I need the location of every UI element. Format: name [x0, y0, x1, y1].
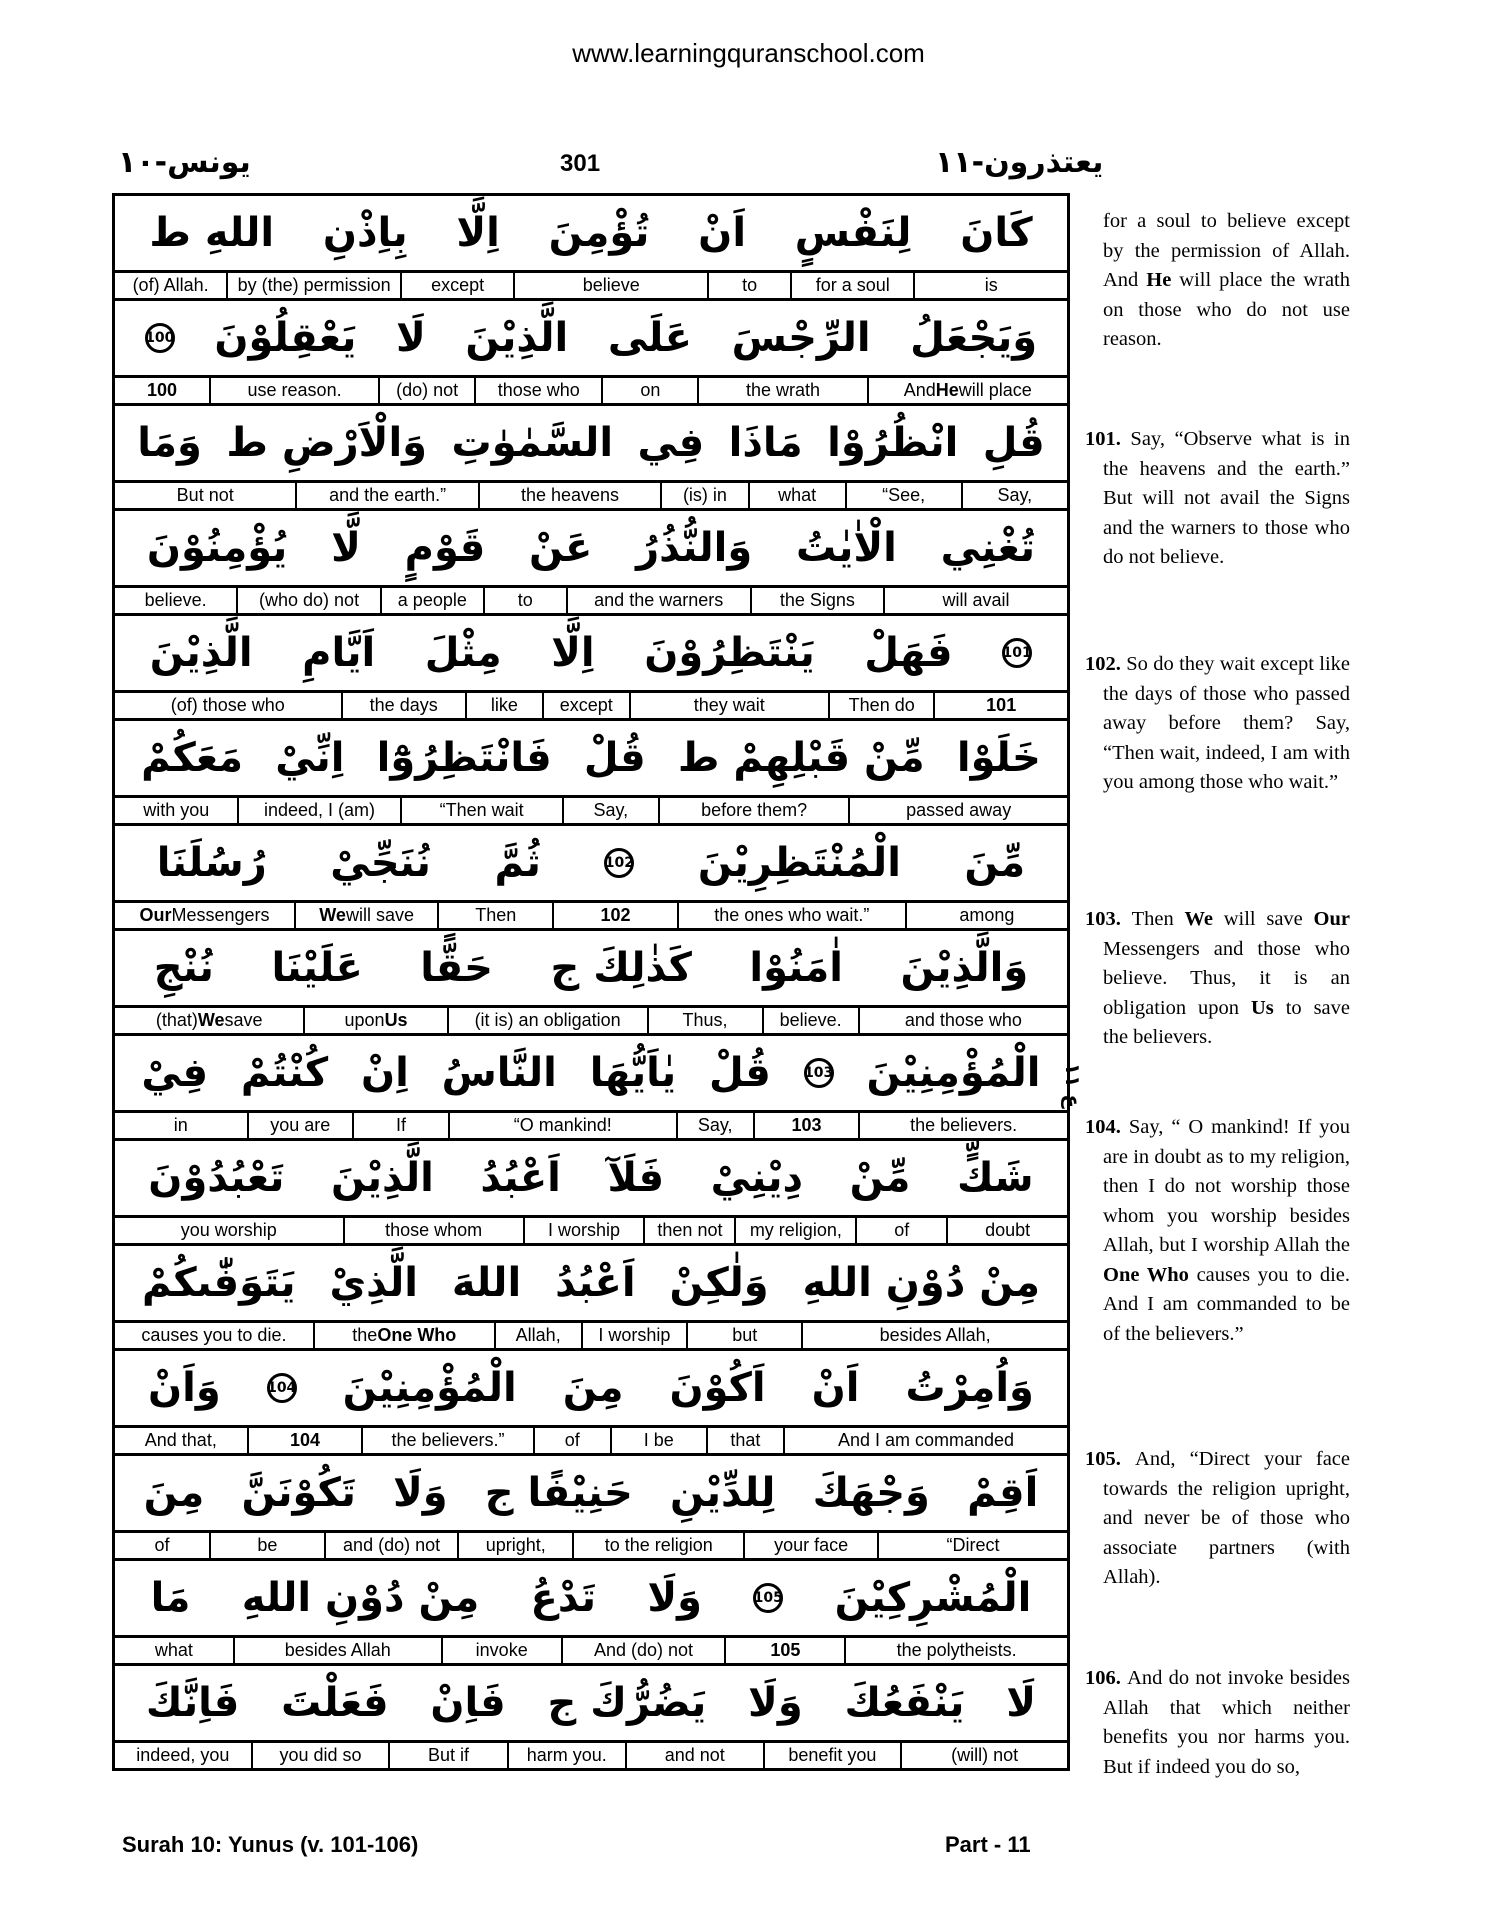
verse-row	[115, 1561, 1067, 1666]
arabic-word: فَاِنْ	[430, 1680, 506, 1726]
arabic-word: تُؤْمِنَ	[548, 210, 650, 256]
gloss-verse-number: 104	[249, 1428, 364, 1453]
translation-text: So do they wait except like the days of those who passed away before them? Say, “Then wait, indeed, I am with you among those who wait.”	[1103, 653, 1350, 793]
gloss-cell: to the religion	[574, 1533, 745, 1558]
gloss-cell: the days	[343, 693, 467, 718]
translation-paragraph	[1085, 1664, 1350, 1782]
gloss-cell: Thus,	[649, 1008, 764, 1033]
arabic-word: نُنْجِ	[153, 945, 214, 991]
gloss-cell: And that,	[115, 1428, 249, 1453]
gloss-cell: “Direct	[946, 1535, 1000, 1555]
gloss-cell: of	[115, 1533, 211, 1558]
arabic-word: عَلَيْنَا	[271, 945, 363, 991]
gloss-line	[115, 1533, 1067, 1561]
arabic-word: فِيْ	[141, 1050, 209, 1096]
arabic-word: نُنَجِّيْ	[330, 840, 431, 886]
arabic-word: يَنْفَعُكَ	[844, 1680, 965, 1726]
gloss-cell: (it is) an obligation	[449, 1008, 649, 1033]
gloss-line	[115, 903, 1067, 931]
gloss-cell: for a soul	[792, 273, 915, 298]
gloss-cell: of	[535, 1428, 612, 1453]
verse-row	[115, 1036, 1067, 1141]
arabic-word: مِثْلَ	[424, 630, 502, 676]
verse-row	[115, 616, 1067, 721]
arabic-word: الَّذِيْنَ	[330, 1155, 434, 1201]
gloss-verse-number: 103	[755, 1113, 860, 1138]
gloss-cell: believe.	[115, 588, 238, 613]
verse-row	[115, 826, 1067, 931]
arabic-word: السَّمٰوٰتِ	[451, 420, 614, 466]
verse-row	[115, 1456, 1067, 1561]
gloss-cell: but	[688, 1323, 803, 1348]
verse-row	[115, 1351, 1067, 1456]
gloss-cell: harm you.	[509, 1743, 627, 1768]
verse-row	[115, 196, 1067, 301]
gloss-line	[115, 798, 1067, 826]
arabic-word: كَانَ	[960, 210, 1033, 256]
arabic-word: وَاَنْ	[147, 1365, 221, 1411]
arabic-word: الرِّجْسَ	[731, 315, 871, 361]
arabic-line	[115, 406, 1067, 483]
arabic-line	[115, 826, 1067, 903]
gloss-cell: (will) not	[951, 1745, 1019, 1765]
arabic-word: شَكٍّ	[957, 1155, 1034, 1201]
gloss-cell: Then	[439, 903, 554, 928]
arabic-word: مِّنَ	[964, 840, 1026, 886]
arabic-word: مَا	[150, 1575, 191, 1621]
arabic-word: اَنْ	[811, 1365, 860, 1411]
arabic-word: قُلْ	[708, 1050, 771, 1096]
arabic-word: وَيَجْعَلُ	[910, 315, 1038, 361]
gloss-cell: and those who	[904, 1010, 1022, 1030]
gloss-cell: besides Allah,	[879, 1325, 991, 1345]
gloss-cell: except	[402, 273, 515, 298]
ayah-number-marker: 102	[604, 848, 634, 878]
gloss-cell: before them?	[660, 798, 850, 823]
gloss-cell: I worship	[525, 1218, 646, 1243]
gloss-cell: invoke	[443, 1638, 563, 1663]
gloss-line	[115, 1743, 1067, 1768]
gloss-verse-number: 102	[554, 903, 678, 928]
gloss-cell: by (the) permission	[228, 273, 402, 298]
gloss-cell: a people	[382, 588, 485, 613]
arabic-word: الَّذِيْنَ	[465, 315, 569, 361]
gloss-cell: And He will place	[903, 380, 1032, 400]
arabic-line	[115, 1036, 1067, 1113]
ayah-number-marker: 103	[804, 1058, 834, 1088]
word-by-word-table	[112, 193, 1070, 1771]
arabic-word: يَضُرُّكَ ج	[547, 1680, 707, 1726]
gloss-cell: causes you to die.	[115, 1323, 315, 1348]
ayah-number-marker: 105	[753, 1583, 783, 1613]
gloss-cell: to	[709, 273, 792, 298]
arabic-word: وَلَا	[647, 1575, 702, 1621]
translation-text: Then We will save Our Messengers and those who believe. Thus, it is an obligation upon Us to save the believers.	[1103, 908, 1350, 1048]
arabic-word: فَاِنَّكَ	[145, 1680, 240, 1726]
arabic-word: عَنْ	[529, 525, 593, 571]
gloss-cell: and the earth.”	[297, 483, 479, 508]
verse-row	[115, 721, 1067, 826]
gloss-cell: Our Messengers	[115, 903, 296, 928]
gloss-cell: and (do) not	[326, 1533, 460, 1558]
gloss-cell: be	[211, 1533, 326, 1558]
gloss-line	[115, 693, 1067, 721]
gloss-cell: the ones who wait.”	[679, 903, 907, 928]
gloss-cell: the believers.”	[363, 1428, 534, 1453]
arabic-word: رُسُلَنَا	[156, 840, 267, 886]
gloss-cell: upright,	[459, 1533, 574, 1558]
gloss-cell: But if	[390, 1743, 508, 1768]
arabic-word: اَعْبُدُ	[480, 1155, 561, 1201]
gloss-cell: (do) not	[380, 378, 476, 403]
arabic-word: بِاِذْنِ	[322, 210, 408, 256]
arabic-word: مِنَ	[143, 1470, 205, 1516]
gloss-cell: on	[603, 378, 699, 403]
translation-text: Say, “ O mankind! If you are in doubt as to my religion, then I do not worship those whom you worship besides Allah, but I worship Allah the One Who causes you to die. And I am commanded to be of the believers.”	[1103, 1116, 1350, 1345]
arabic-line	[115, 1351, 1067, 1428]
gloss-cell: you worship	[115, 1218, 345, 1243]
gloss-cell: my religion,	[736, 1218, 857, 1243]
gloss-verse-number: 101	[986, 695, 1017, 715]
arabic-word: اَعْبُدُ	[555, 1260, 636, 1306]
gloss-line	[115, 273, 1067, 301]
gloss-cell: the polytheists.	[896, 1640, 1017, 1660]
juz-header: يعتذرون-١١	[935, 145, 1104, 180]
arabic-word: حَقًّا	[420, 945, 493, 991]
verse-row	[115, 931, 1067, 1036]
gloss-cell: the Signs	[752, 588, 885, 613]
arabic-word: اَنْ	[698, 210, 747, 256]
arabic-word: الْمُنْتَظِرِيْنَ	[697, 840, 901, 886]
gloss-line	[115, 483, 1067, 511]
verse-number: 104.	[1085, 1116, 1129, 1138]
arabic-word: تُغْنِي	[940, 525, 1036, 571]
ayah-number-marker: 100	[145, 323, 175, 353]
arabic-word: لِنَفْسٍ	[794, 210, 912, 256]
translation-paragraph	[1085, 905, 1350, 1053]
website-url: www.learningquranschool.com	[572, 38, 925, 68]
gloss-cell: among	[959, 905, 1015, 925]
gloss-cell: of	[857, 1218, 948, 1243]
translation-paragraph	[1085, 1445, 1350, 1593]
arabic-word: فَعَلْتَ	[281, 1680, 389, 1726]
gloss-line	[115, 1008, 1067, 1036]
gloss-cell: like	[467, 693, 544, 718]
arabic-word: تَدْعُ	[530, 1575, 596, 1621]
gloss-cell: and the warners	[568, 588, 752, 613]
verse-number: 101.	[1085, 428, 1131, 450]
gloss-cell: the heavens	[480, 483, 662, 508]
gloss-cell: those who	[476, 378, 603, 403]
translation-paragraph	[1085, 650, 1350, 798]
arabic-word: اللهَ	[451, 1260, 522, 1306]
gloss-line	[115, 1323, 1067, 1351]
verse-row	[115, 406, 1067, 511]
gloss-cell: what	[115, 1638, 235, 1663]
gloss-cell: indeed, you	[115, 1743, 253, 1768]
gloss-cell: If	[354, 1113, 450, 1138]
gloss-cell: And I am commanded	[837, 1430, 1015, 1450]
gloss-cell: besides Allah	[235, 1638, 443, 1663]
verse-number: 105.	[1085, 1448, 1136, 1470]
gloss-cell: with you	[115, 798, 239, 823]
translation-text: Say, “Observe what is in the heavens and the earth.” But will not avail the Signs and the warners to those who do not believe.	[1103, 428, 1351, 568]
arabic-word: فَانْتَظِرُوْٓا	[376, 735, 552, 781]
arabic-word: اَقِمْ	[967, 1470, 1039, 1516]
arabic-word: حَنِيْفًا ج	[484, 1470, 633, 1516]
verse-row	[115, 1666, 1067, 1768]
verse-row	[115, 1246, 1067, 1351]
gloss-cell: the wrath	[699, 378, 868, 403]
verse-row	[115, 511, 1067, 616]
arabic-word: عَلَى	[607, 315, 692, 361]
verse-number: 103.	[1085, 908, 1132, 930]
gloss-line	[115, 1113, 1067, 1141]
gloss-cell: upon Us	[305, 1008, 448, 1033]
gloss-cell: use reason.	[211, 378, 380, 403]
gloss-cell: (of) Allah.	[115, 273, 228, 298]
gloss-cell: believe	[515, 273, 709, 298]
arabic-line	[115, 511, 1067, 588]
arabic-word: انْظُرُوْا	[827, 420, 959, 466]
arabic-word: لِلدِّيْنِ	[669, 1470, 776, 1516]
arabic-word: الَّذِيْ	[329, 1260, 418, 1306]
arabic-word: مِّنْ قَبْلِهِمْ ط	[677, 735, 925, 781]
arabic-word: اِلَّا	[551, 630, 595, 676]
gloss-cell: except	[544, 693, 631, 718]
gloss-cell: (who do) not	[238, 588, 382, 613]
arabic-word: فَلَآ	[607, 1155, 665, 1201]
gloss-cell: is	[984, 275, 998, 295]
gloss-cell: what	[750, 483, 847, 508]
arabic-word: فِي	[637, 420, 705, 466]
verse-number: 106.	[1085, 1667, 1128, 1689]
arabic-word: اَكُوْنَ	[669, 1365, 766, 1411]
arabic-line	[115, 1456, 1067, 1533]
arabic-word: يَعْقِلُوْنَ	[214, 315, 357, 361]
arabic-word: مِنْ دُوْنِ اللهِ	[241, 1575, 480, 1621]
arabic-line	[115, 1246, 1067, 1323]
arabic-word: يَنْتَظِرُوْنَ	[644, 630, 815, 676]
translation-paragraph	[1085, 425, 1350, 573]
gloss-cell: “Then wait	[402, 798, 564, 823]
arabic-word: اِنْ	[360, 1050, 409, 1096]
surah-header: يونس-١٠	[118, 145, 251, 180]
gloss-cell: (that) We save	[115, 1008, 305, 1033]
ruku-marker: ع ١١	[1061, 1063, 1085, 1109]
gloss-cell: (is) in	[662, 483, 749, 508]
gloss-cell: Say,	[564, 798, 660, 823]
arabic-word: قَوْمٍ	[404, 525, 486, 571]
arabic-word: لَا	[1006, 1680, 1037, 1726]
arabic-word: اللهِ ط	[149, 210, 275, 256]
arabic-word: وَاُمِرْتُ	[905, 1365, 1034, 1411]
arabic-word: وَالنُّذُرُ	[636, 525, 753, 571]
arabic-word: اٰمَنُوْا	[749, 945, 843, 991]
gloss-cell: benefit you	[765, 1743, 903, 1768]
footer-surah: Surah 10: Yunus (v. 101-106)	[122, 1832, 419, 1857]
arabic-word: النَّاسُ	[441, 1050, 557, 1096]
translation-paragraph	[1085, 207, 1350, 355]
arabic-word: مِّنْ	[849, 1155, 911, 1201]
ayah-number-marker: 101	[1002, 638, 1032, 668]
gloss-verse-number: 105	[726, 1638, 846, 1663]
page-number: 301	[560, 150, 601, 177]
gloss-cell: the believers.	[910, 1115, 1018, 1135]
gloss-cell: to	[485, 588, 568, 613]
translation-text: And do not invoke besides Allah that which neither benefits you nor harms you. But if indeed you do so,	[1103, 1667, 1350, 1778]
gloss-verse-number: 100	[115, 378, 211, 403]
gloss-line	[115, 378, 1067, 406]
gloss-cell: (of) those who	[115, 693, 343, 718]
gloss-cell: and not	[627, 1743, 765, 1768]
arabic-line	[115, 1561, 1067, 1638]
gloss-cell: I worship	[583, 1323, 689, 1348]
arabic-word: وَلَا	[392, 1470, 448, 1516]
arabic-word: اَيَّامِ	[302, 630, 376, 676]
gloss-cell: will avail	[942, 590, 1010, 610]
ayah-number-marker: 104	[267, 1373, 297, 1403]
arabic-word: اِلَّا	[456, 210, 500, 256]
gloss-cell: your face	[745, 1533, 879, 1558]
gloss-cell: then not	[645, 1218, 736, 1243]
arabic-word: كَذٰلِكَ ج	[550, 945, 692, 991]
arabic-word: الْمُؤْمِنِيْنَ	[342, 1365, 517, 1411]
gloss-cell: Then do	[830, 693, 935, 718]
gloss-cell: the One Who	[315, 1323, 496, 1348]
arabic-word: لَا	[395, 315, 426, 361]
gloss-cell: Allah,	[496, 1323, 583, 1348]
gloss-cell: Say,	[997, 485, 1033, 505]
gloss-cell: I be	[612, 1428, 708, 1453]
arabic-word: ثُمَّ	[494, 840, 541, 886]
gloss-cell: But not	[115, 483, 297, 508]
arabic-word: مَاذَا	[728, 420, 803, 466]
gloss-cell: doubt	[985, 1220, 1031, 1240]
gloss-cell: in	[115, 1113, 249, 1138]
verse-row	[115, 1141, 1067, 1246]
gloss-cell: “See,	[847, 483, 963, 508]
gloss-cell: they wait	[631, 693, 830, 718]
gloss-cell: that	[708, 1428, 785, 1453]
arabic-word: وَلَا	[748, 1680, 803, 1726]
gloss-cell: believe.	[764, 1008, 860, 1033]
gloss-line	[115, 1218, 1067, 1246]
arabic-line	[115, 721, 1067, 798]
arabic-word: الَّذِيْنَ	[149, 630, 253, 676]
arabic-word: الْاٰيٰتُ	[796, 525, 897, 571]
arabic-word: يَتَوَفّٰىكُمْ	[141, 1260, 296, 1306]
arabic-line	[115, 1666, 1067, 1743]
gloss-line	[115, 588, 1067, 616]
gloss-line	[115, 1428, 1067, 1456]
arabic-word: لَّا	[331, 525, 361, 571]
arabic-line	[115, 301, 1067, 378]
gloss-cell: those whom	[345, 1218, 525, 1243]
arabic-line	[115, 931, 1067, 1008]
arabic-word: دِيْنِيْ	[710, 1155, 804, 1201]
arabic-line	[115, 616, 1067, 693]
translation-text: And, “Direct your face towards the religion upright, and never be of those who associate partners (with Allah).	[1103, 1448, 1350, 1588]
arabic-line	[115, 1141, 1067, 1218]
arabic-line	[115, 196, 1067, 273]
arabic-word: وَالَّذِيْنَ	[900, 945, 1029, 991]
arabic-word: وَالْاَرْضِ ط	[226, 420, 428, 466]
gloss-cell: Say,	[678, 1113, 755, 1138]
gloss-cell: We will save	[296, 903, 439, 928]
footer-part: Part - 11	[945, 1832, 1031, 1857]
arabic-word: كُنْتُمْ	[240, 1050, 329, 1096]
verse-row	[115, 301, 1067, 406]
gloss-cell: And (do) not	[563, 1638, 727, 1663]
gloss-line	[115, 1638, 1067, 1666]
arabic-word: الْمُؤْمِنِيْنَ	[866, 1050, 1041, 1096]
arabic-word: وَلٰكِنْ	[669, 1260, 769, 1306]
arabic-word: قُلِ	[982, 420, 1045, 466]
arabic-word: اِنِّيْ	[275, 735, 345, 781]
arabic-word: فَهَلْ	[864, 630, 953, 676]
gloss-cell: you did so	[253, 1743, 391, 1768]
arabic-word: وَجْهَكَ	[812, 1470, 930, 1516]
gloss-cell: “O mankind!	[450, 1113, 678, 1138]
gloss-cell: you are	[249, 1113, 354, 1138]
arabic-word: تَكُوْنَنَّ	[241, 1470, 356, 1516]
gloss-cell: passed away	[906, 800, 1012, 820]
arabic-word: تَعْبُدُوْنَ	[148, 1155, 285, 1201]
arabic-word: يٰاَيُّهَا	[589, 1050, 677, 1096]
arabic-word: وَمَا	[137, 420, 202, 466]
arabic-word: الْمُشْرِكِيْنَ	[834, 1575, 1032, 1621]
arabic-word: يُؤْمِنُوْنَ	[146, 525, 288, 571]
gloss-cell: indeed, I (am)	[239, 798, 401, 823]
arabic-word: مَعَكُمْ	[141, 735, 244, 781]
arabic-word: مِنْ دُوْنِ اللهِ	[802, 1260, 1040, 1306]
verse-number: 102.	[1085, 653, 1127, 675]
translation-text: for a soul to believe except by the permission of Allah. And He will place the wrath on those who do not use reason.	[1103, 210, 1350, 350]
translation-paragraph	[1085, 1113, 1350, 1349]
arabic-word: مِنَ	[562, 1365, 624, 1411]
arabic-word: قُلْ	[583, 735, 646, 781]
arabic-word: خَلَوْا	[956, 735, 1041, 781]
